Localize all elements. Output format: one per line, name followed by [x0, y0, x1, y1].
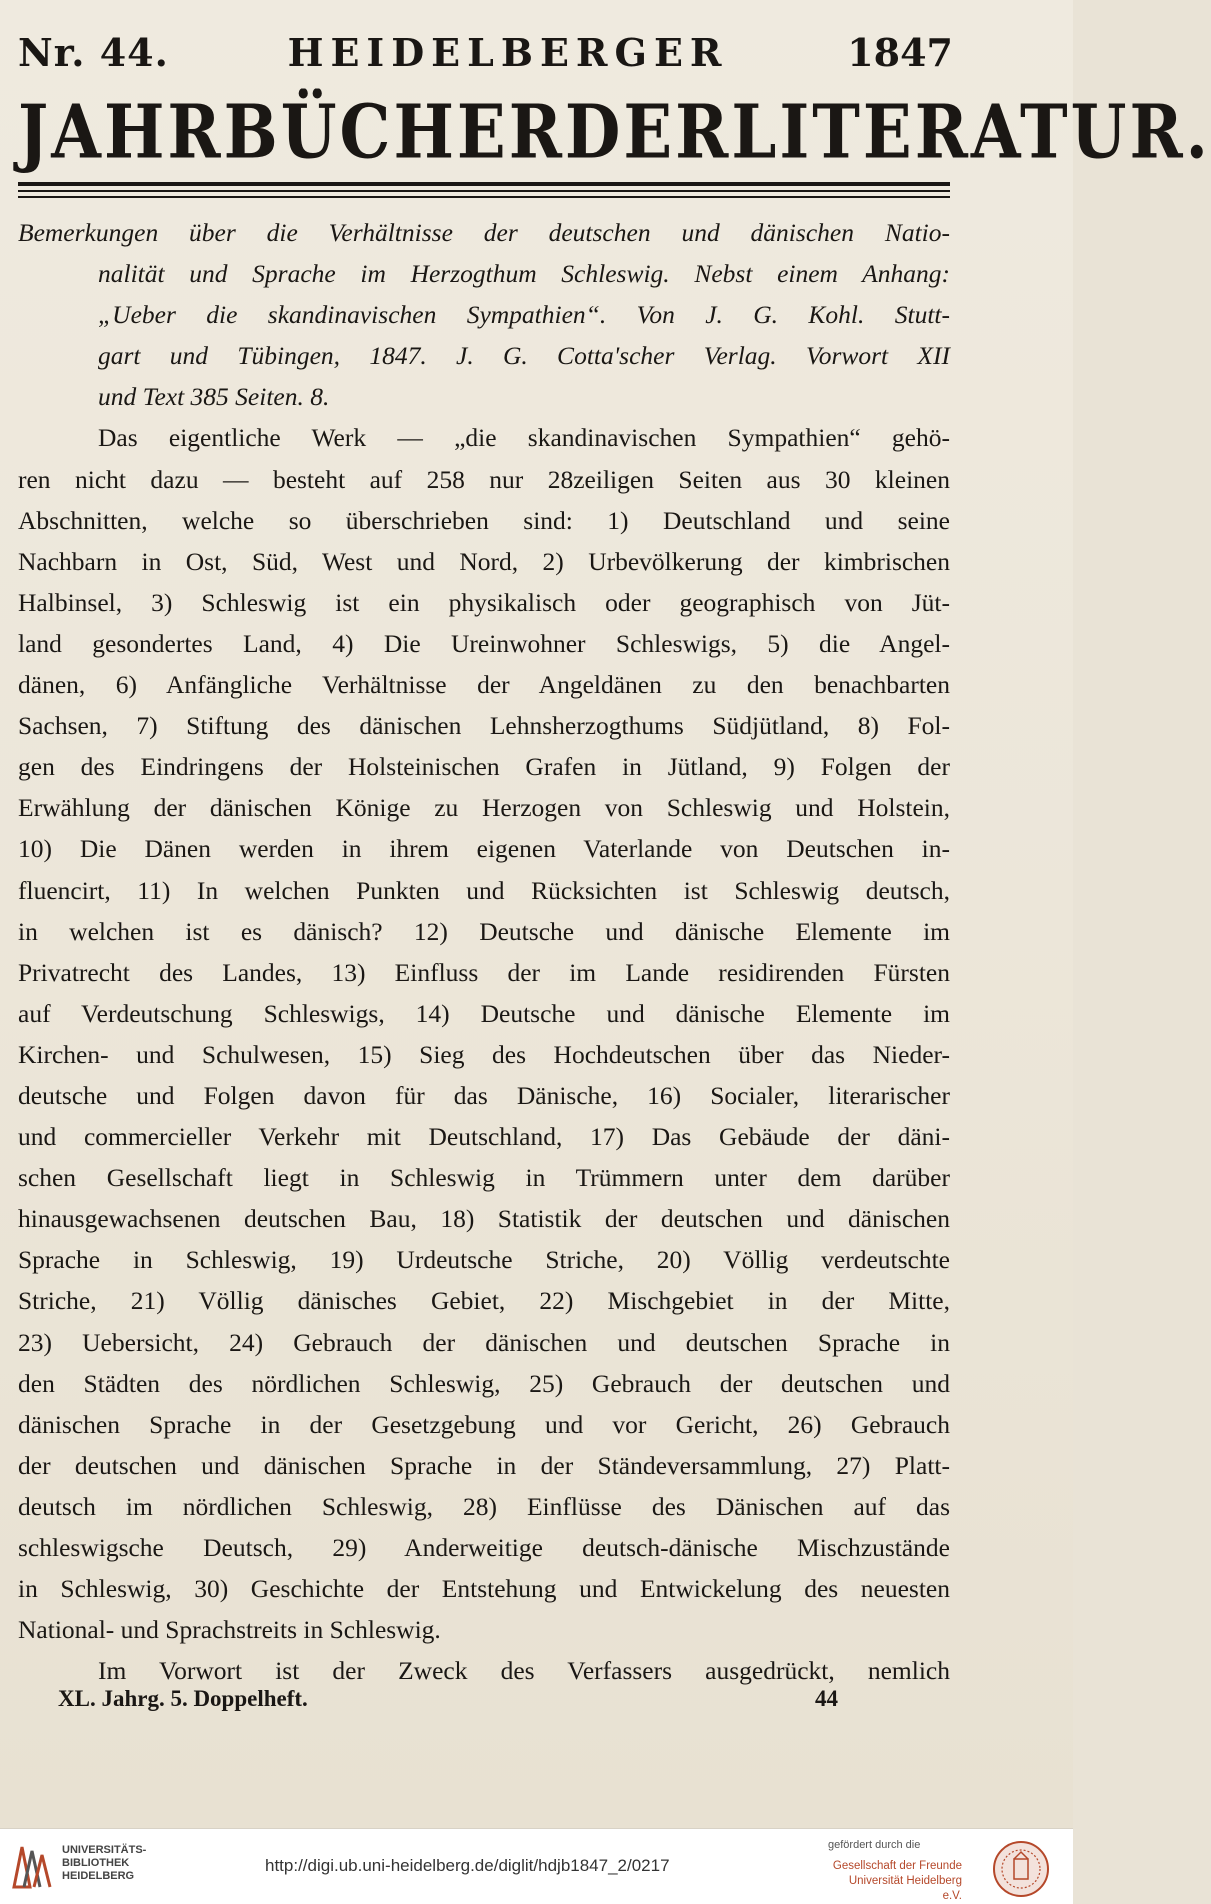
sponsor-label: gefördert durch die	[828, 1839, 921, 1851]
text-line: auf Verdeutschung Schleswigs, 14) Deutsche und dänische Elemente im	[18, 998, 950, 1028]
text-line: Das eigentliche Werk — „die skandinavischen Sympathien“ gehö-	[98, 423, 950, 453]
text-line: 10) Die Dänen werden in ihrem eigenen Vaterlande von Deutschen in-	[18, 834, 950, 864]
library-logo-icon[interactable]	[10, 1841, 54, 1891]
text-line: Sprache in Schleswig, 19) Urdeutsche Striche, 20) Völlig verdeutschte	[18, 1245, 950, 1275]
signature-mark: 44	[815, 1686, 838, 1711]
text-line: dänischen Sprache in der Gesetzgebung und vor Gericht, 26) Gebrauch	[18, 1409, 950, 1439]
text-line: Kirchen- und Schulwesen, 15) Sieg des Hochdeutschen über das Nieder-	[18, 1039, 950, 1069]
title-line: „Ueber die skandinavischen Sympathien“. Von J. G. Kohl. Stutt-	[98, 300, 950, 330]
title-line: und Text 385 Seiten. 8.	[98, 382, 330, 412]
title-line: Bemerkungen über die Verhältnisse der deutschen und dänischen Natio-	[18, 218, 950, 247]
digitization-bar	[0, 1828, 1073, 1904]
title-line: nalität und Sprache im Herzogthum Schleswig. Nebst einem Anhang:	[98, 259, 950, 289]
text-line: 23) Uebersicht, 24) Gebrauch der dänischen und deutschen Sprache in	[18, 1327, 950, 1357]
text-line: Halbinsel, 3) Schleswig ist ein physikalisch oder geographisch von Jüt-	[18, 587, 950, 617]
text-line: Erwählung der dänischen Könige zu Herzogen von Schleswig und Holstein,	[18, 793, 950, 823]
journal-name-top: HEIDELBERGER	[287, 30, 729, 75]
page-footer	[58, 1686, 838, 1712]
text-line: Sachsen, 7) Stiftung des dänischen Lehnsherzogthums Südjütland, 8) Fol-	[18, 711, 950, 741]
library-name[interactable]	[62, 1844, 146, 1883]
text-line: gen des Eindringens der Holsteinischen Grafen in Jütland, 9) Folgen der	[18, 752, 950, 782]
text-line: schen Gesellschaft liegt in Schleswig in Trümmern unter dem darüber	[18, 1163, 950, 1193]
text-line: dänen, 6) Anfängliche Verhältnisse der Angeldänen zu den benachbarten	[18, 670, 950, 700]
text-line: der deutschen und dänischen Sprache in der Ständeversammlung, 27) Platt-	[18, 1450, 950, 1480]
journal-title	[18, 89, 1211, 176]
sponsor-name-line: Gesellschaft der Freunde	[832, 1860, 962, 1872]
volume-label: XL. Jahrg. 5. Doppelheft.	[58, 1686, 308, 1711]
text-line: Im Vorwort ist der Zweck des Verfassers ausgedrückt, nemlich	[98, 1656, 950, 1686]
text-line: Striche, 21) Völlig dänisches Gebiet, 22) Mischgebiet in der Mitte,	[18, 1286, 950, 1316]
text-line: schleswigsche Deutsch, 29) Anderweitige deutsch-dänische Mischzustände	[18, 1533, 950, 1562]
text-line: in welchen ist es dänisch? 12) Deutsche und dänische Elemente im	[18, 916, 950, 946]
text-line: in Schleswig, 30) Geschichte der Entstehung und Entwickelung des neuesten	[18, 1574, 950, 1604]
sponsor-name-line: Universität Heidelberg e.V.	[848, 1875, 962, 1902]
header-rule	[18, 182, 950, 186]
text-line: deutsch im nördlichen Schleswig, 28) Einflüsse des Dänischen auf das	[18, 1491, 950, 1521]
text-line: National- und Sprachstreits in Schleswig.	[18, 1615, 441, 1645]
text-line: deutsche und Folgen davon für das Dänische, 16) Socialer, literarischer	[18, 1080, 950, 1110]
library-name-line: HEIDELBERG	[62, 1870, 135, 1882]
text-line: ren nicht dazu — besteht auf 258 nur 28zeiligen Seiten aus 30 kleinen	[18, 464, 950, 494]
permalink-url[interactable]: http://digi.ub.uni-heidelberg.de/diglit/hdjb1847_2/0217	[265, 1856, 670, 1875]
year: 1847	[847, 30, 953, 75]
journal-title-word: JAHRBÜCHER	[18, 89, 565, 176]
text-line: land gesondertes Land, 4) Die Ureinwohner Schleswigs, 5) die Angel-	[18, 628, 950, 658]
university-seal-icon[interactable]	[988, 1839, 1054, 1899]
text-line: Abschnitten, welche so überschrieben sind: 1) Deutschland und seine	[18, 505, 950, 535]
text-line: und commercieller Verkehr mit Deutschland, 17) Das Gebäude der däni-	[18, 1122, 950, 1152]
library-name-line: BIBLIOTHEK	[62, 1857, 130, 1869]
issue-number: Nr. 44.	[18, 30, 169, 75]
header-rule	[18, 196, 950, 198]
journal-title-word: DER	[564, 89, 732, 176]
text-line: den Städten des nördlichen Schleswig, 25) Gebrauch der deutschen und	[18, 1368, 950, 1398]
text-line: Privatrecht des Landes, 13) Einfluss der im Lande residirenden Fürsten	[18, 957, 950, 987]
sponsor-name[interactable]	[828, 1859, 962, 1904]
library-name-line: UNIVERSITÄTS-	[62, 1844, 147, 1856]
article-body	[18, 212, 950, 1691]
text-line: hinausgewachsenen deutschen Bau, 18) Statistik der deutschen und dänischen	[18, 1204, 950, 1234]
text-line: Nachbarn in Ost, Süd, West und Nord, 2) Urbevölkerung der kimbrischen	[18, 546, 950, 576]
title-line: gart und Tübingen, 1847. J. G. Cotta'scher Verlag. Vorwort XII	[98, 341, 950, 371]
header-rule	[18, 190, 950, 192]
masthead-row	[18, 30, 953, 76]
journal-title-word: LITERATUR.	[731, 89, 1211, 176]
text-line: fluencirt, 11) In welchen Punkten und Rücksichten ist Schleswig deutsch,	[18, 875, 950, 905]
